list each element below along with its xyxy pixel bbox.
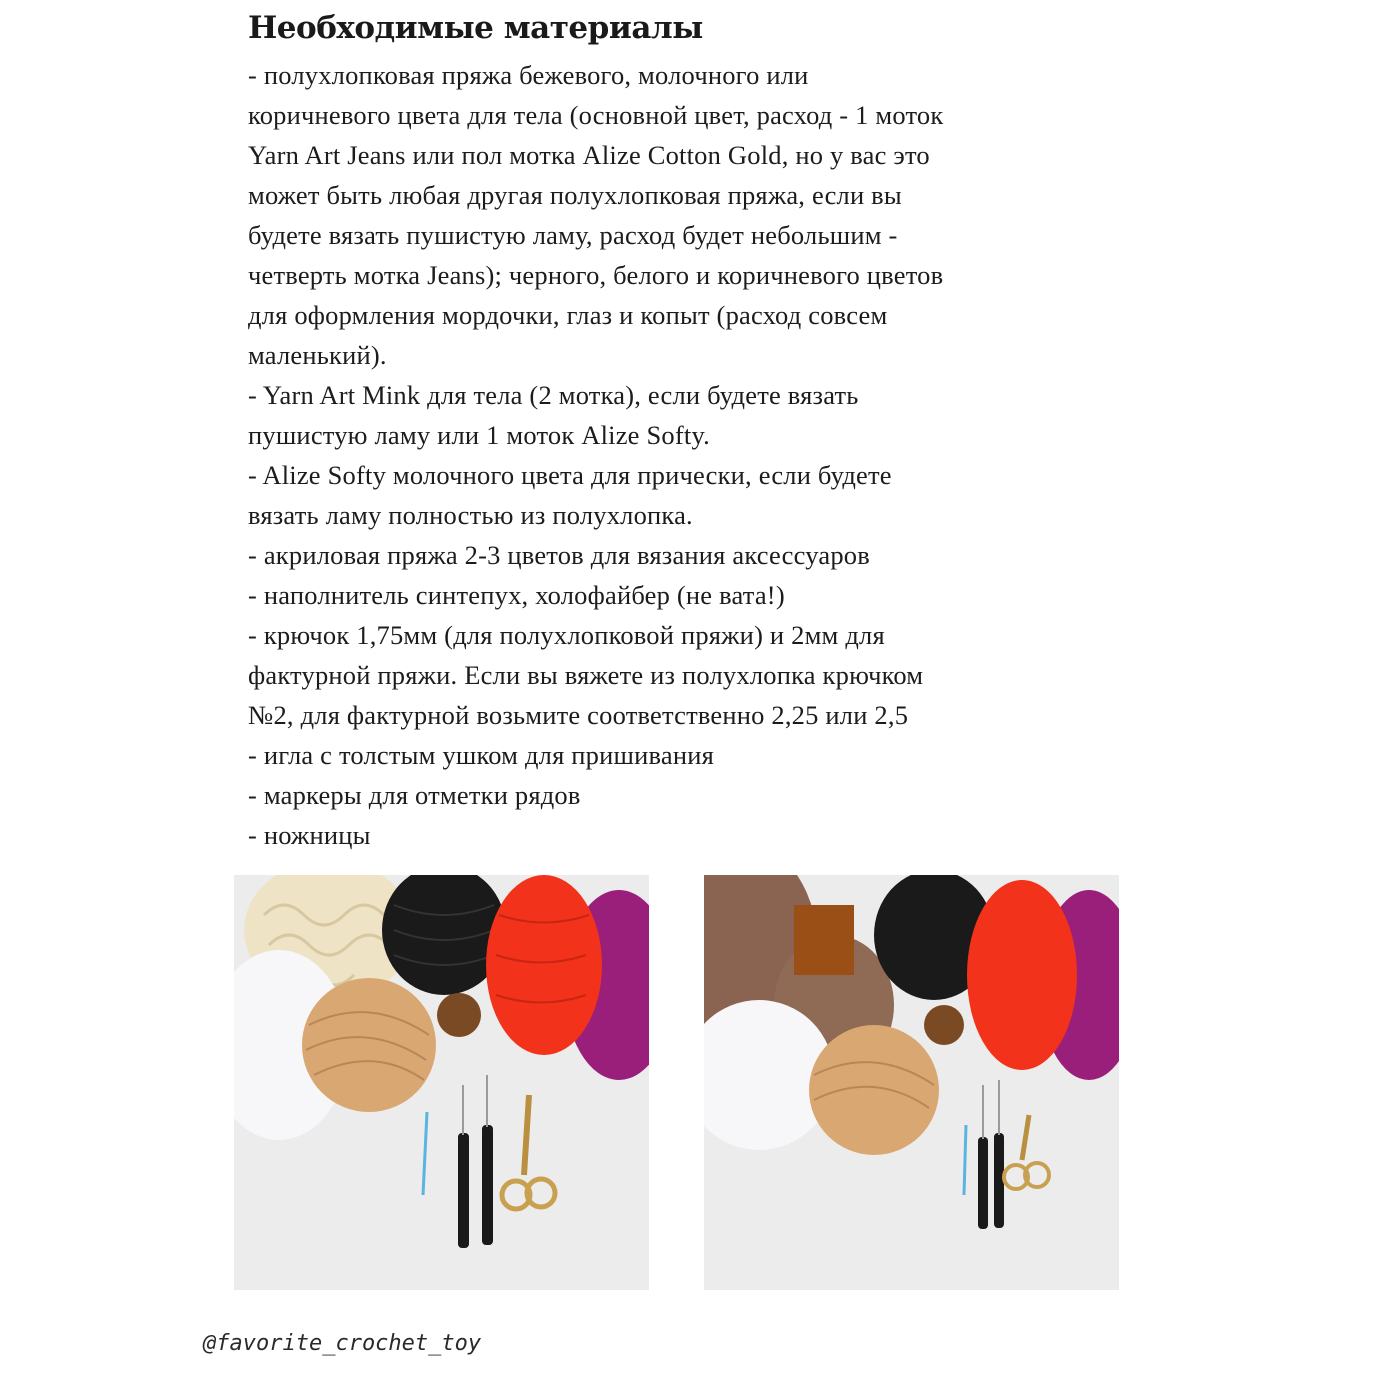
materials-line: будете вязать пушистую ламу, расход будет небольшим - (248, 220, 898, 250)
materials-line: - маркеры для отметки рядов (248, 780, 581, 810)
materials-line: четверть мотка Jeans); черного, белого и коричневого цветов (248, 260, 944, 290)
materials-line: - Alize Softy молочного цвета для прически, если будете (248, 460, 892, 490)
hook (458, 1133, 469, 1248)
hook (978, 1137, 988, 1229)
brown-yarn (924, 1005, 964, 1045)
materials-line: маленький). (248, 340, 387, 370)
materials-photo-left (234, 875, 649, 1290)
materials-line: №2, для фактурной возьмите соответственно 2,25 или 2,5 (248, 700, 909, 730)
materials-photo-right (704, 875, 1119, 1290)
materials-line: - ножницы (248, 820, 371, 850)
materials-line: - крючок 1,75мм (для полухлопковой пряжи) и 2мм для (248, 620, 885, 650)
materials-line: - акриловая пряжа 2-3 цветов для вязания аксессуаров (248, 540, 870, 570)
red-yarn (967, 880, 1077, 1070)
materials-line: - полухлопковая пряжа бежевого, молочного или (248, 60, 809, 90)
materials-line: - игла с толстым ушком для пришивания (248, 740, 714, 770)
materials-line: вязать ламу полностью из полухлопка. (248, 500, 693, 530)
materials-line: для оформления мордочки, глаз и копыт (расход совсем (248, 300, 888, 330)
materials-line: - наполнитель синтепух, холофайбер (не вата!) (248, 580, 785, 610)
materials-line: - Yarn Art Mink для тела (2 мотка), если будете вязать (248, 380, 859, 410)
materials-line: коричневого цвета для тела (основной цвет, расход - 1 моток (248, 100, 944, 130)
author-signature: @favorite_crochet_toy (203, 1331, 482, 1356)
materials-line: Yarn Art Jeans или пол мотка Alize Cotton Gold, но у вас это (248, 140, 930, 170)
needle (964, 1125, 966, 1195)
red-yarn (486, 875, 602, 1055)
materials-line: может быть любая другая полухлопковая пряжа, если вы (248, 180, 902, 210)
materials-line: пушистую ламу или 1 моток Alize Softy. (248, 420, 710, 450)
materials-line: фактурной пряжи. Если вы вяжете из полухлопка крючком (248, 660, 924, 690)
beige-yarn (809, 1025, 939, 1155)
page-title: Необходимые материалы (248, 10, 703, 46)
hook (482, 1125, 493, 1245)
yarn-label (794, 905, 854, 975)
brown-yarn (437, 993, 481, 1037)
beige-yarn (302, 978, 436, 1112)
